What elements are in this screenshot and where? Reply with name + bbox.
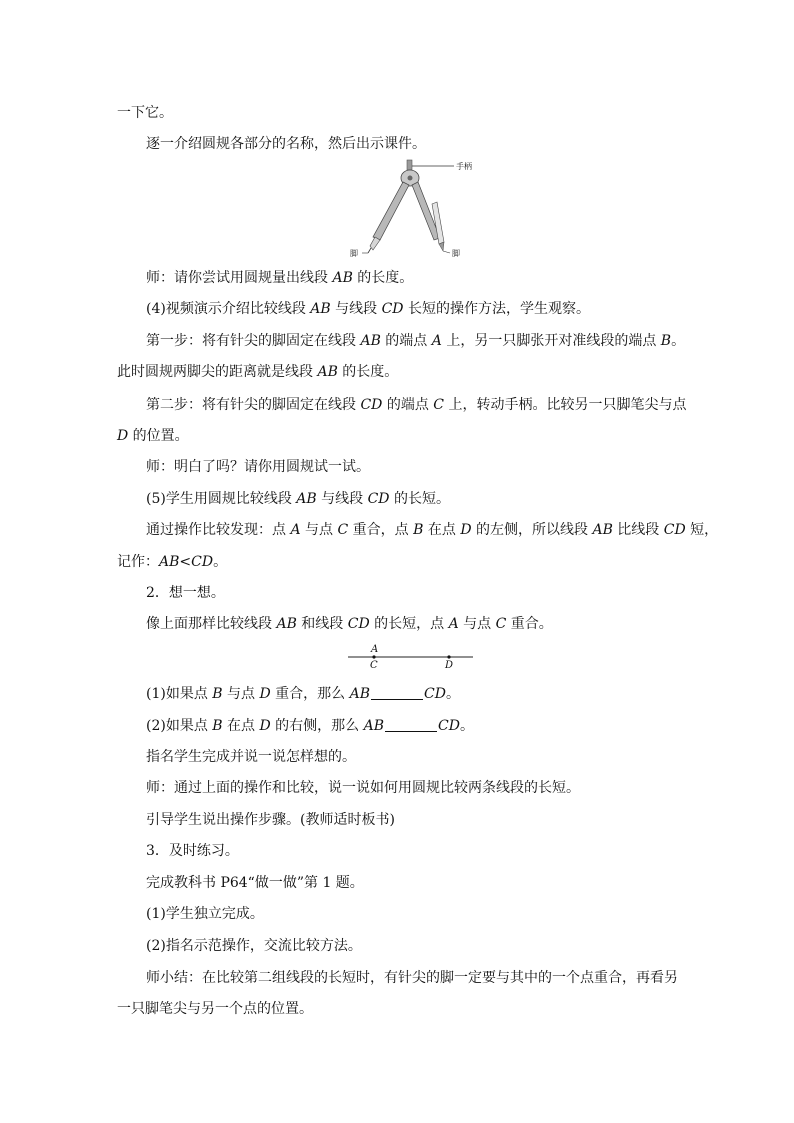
section-heading: 3．及时练习。 [146, 843, 239, 859]
label-leg-right: 脚 [452, 249, 460, 258]
compass-leg-left [373, 182, 409, 240]
paragraph-line: (4)视频演示介绍比较线段 AB 与线段 CD 长短的操作方法，学生观察。 [146, 301, 590, 317]
label-d: D [445, 660, 454, 671]
label-c: C [370, 660, 378, 671]
paragraph-line: 一下它。 [117, 105, 173, 121]
question-line: (2)如果点 B 在点 D 的右侧，那么 AB CD。 [146, 718, 474, 734]
paragraph-line: 一只脚笔尖与另一个点的位置。 [117, 1001, 313, 1017]
paragraph-line: 此时圆规两脚尖的距离就是线段 AB 的长度。 [117, 364, 399, 380]
needle-holder [370, 237, 380, 250]
paragraph-line: 师：明白了吗？请你用圆规试一试。 [146, 459, 370, 475]
paragraph-line: 完成教科书 P64“做一做”第 1 题。 [146, 875, 364, 891]
paragraph-line: 记作：AB<CD。 [117, 554, 228, 570]
label-a: A [371, 644, 379, 655]
paragraph-line: 师：通过上面的操作和比较，说一说如何用圆规比较两条线段的长短。 [146, 780, 580, 796]
paragraph-line: 逐一介绍圆规各部分的名称，然后出示课件。 [146, 136, 426, 152]
label-handle: 手柄 [456, 162, 472, 171]
question-line: (1)如果点 B 与点 D 重合，那么 AB CD。 [146, 686, 460, 702]
paragraph-line: D 的位置。 [117, 428, 189, 444]
paragraph-line: 师小结：在比较第二组线段的长短时，有针尖的脚一定要与其中的一个点重合，再看另 [146, 970, 678, 986]
compass-handle [407, 160, 412, 170]
answer-blank [385, 717, 437, 732]
paragraph-line: (2)指名示范操作，交流比较方法。 [146, 938, 362, 954]
point-a-c [372, 655, 375, 658]
answer-blank [371, 685, 423, 700]
section-heading: 2．想一想。 [146, 585, 225, 601]
point-d [447, 655, 450, 658]
paragraph-line: 通过操作比较发现：点 A 与点 C 重合，点 B 在点 D 的左侧，所以线段 AB 比线段 CD 短， [146, 522, 719, 538]
paragraph-line: 第一步：将有针尖的脚固定在线段 AB 的端点 A 上，另一只脚张开对准线段的端点 B。 [146, 333, 686, 349]
segment-figure [346, 640, 476, 672]
paragraph-line: 指名学生完成并说一说怎样想的。 [146, 749, 356, 765]
paragraph-line: (1)学生独立完成。 [146, 906, 264, 922]
paragraph-line: 第二步：将有针尖的脚固定在线段 CD 的端点 C 上，转动手柄。比较另一只脚笔尖与点 [146, 397, 687, 413]
compass-figure [340, 158, 480, 260]
right-leg-leader-line [443, 251, 450, 253]
paragraph-line: 引导学生说出操作步骤。(教师适时板书) [146, 812, 395, 828]
paragraph-line: (5)学生用圆规比较线段 AB 与线段 CD 的长短。 [146, 491, 450, 507]
label-leg-left: 脚 [350, 249, 358, 258]
paragraph-line: 像上面那样比较线段 AB 和线段 CD 的长短，点 A 与点 C 重合。 [146, 616, 553, 632]
paragraph-line: 师：请你尝试用圆规量出线段 AB 的长度。 [146, 270, 414, 286]
needle [368, 248, 371, 253]
hinge-pin [408, 176, 413, 181]
